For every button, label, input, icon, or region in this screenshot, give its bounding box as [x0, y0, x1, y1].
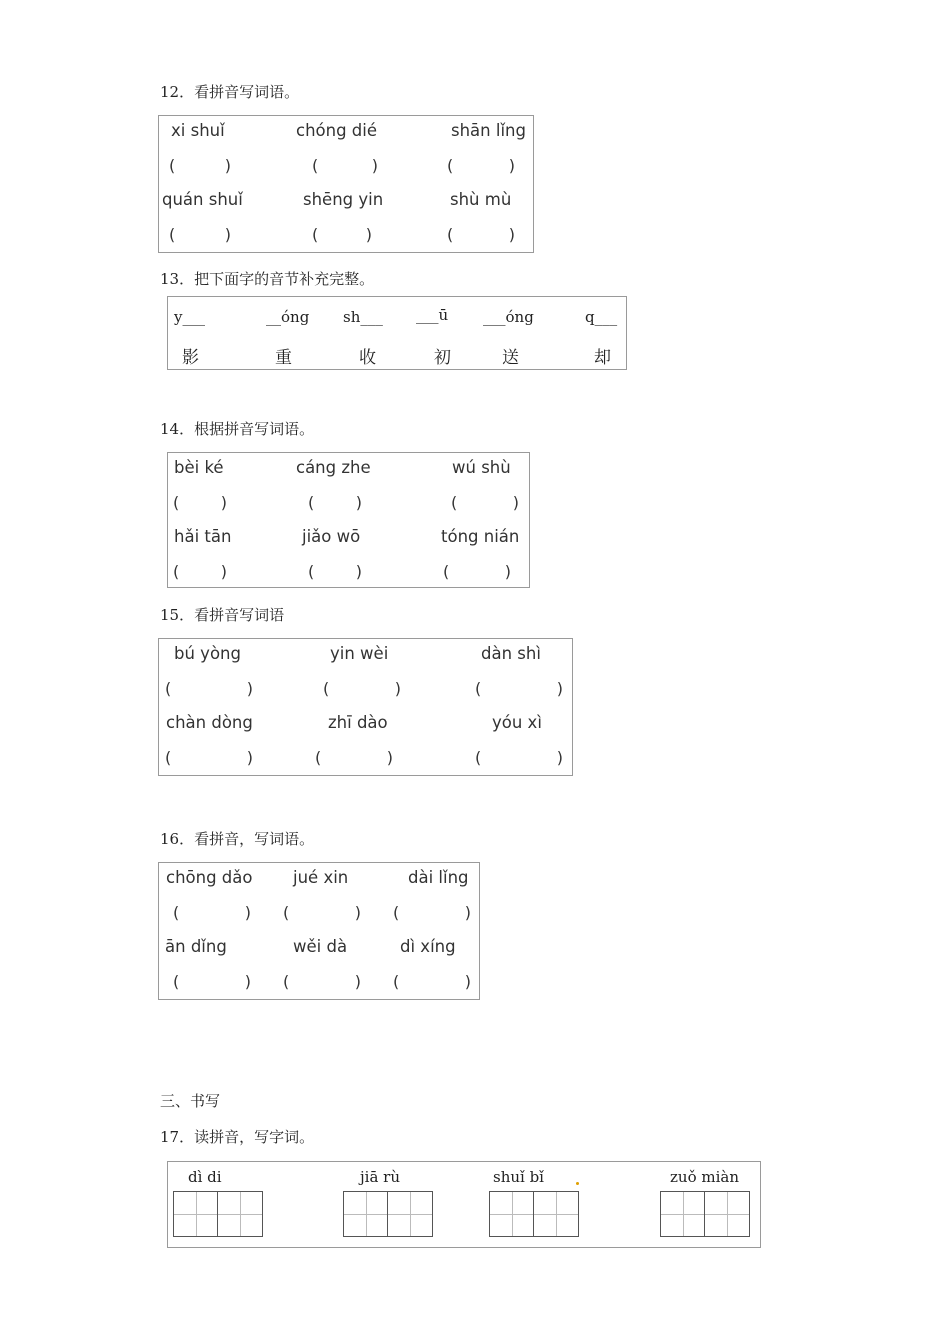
pinyin-item: tóng nián	[441, 527, 520, 546]
grid-cell[interactable]	[388, 1192, 432, 1236]
answer-parens[interactable]	[312, 156, 378, 175]
answer-parens[interactable]	[283, 903, 361, 922]
grid-cell[interactable]	[344, 1192, 388, 1236]
pinyin-item: bèi ké	[174, 458, 224, 477]
q16-title: 16．看拼音，写词语。	[160, 830, 315, 848]
paren-close: )	[246, 748, 253, 767]
answer-parens[interactable]	[173, 562, 227, 581]
answer-parens[interactable]	[393, 972, 471, 991]
answer-parens[interactable]	[169, 156, 231, 175]
answer-parens[interactable]	[312, 225, 372, 244]
paren-open: (	[165, 679, 172, 698]
syllable-blank[interactable]: q___	[585, 308, 618, 326]
paren-close: )	[244, 903, 251, 922]
answer-parens[interactable]	[173, 903, 251, 922]
pinyin-item: dài lǐng	[408, 868, 469, 887]
paren-open: (	[447, 156, 454, 175]
answer-parens[interactable]	[451, 493, 519, 512]
grid-cell[interactable]	[174, 1192, 218, 1236]
pinyin-item: jiǎo wō	[302, 527, 361, 546]
grid-cell[interactable]	[661, 1192, 705, 1236]
pinyin-item: zhī dào	[328, 713, 388, 732]
paren-open: (	[173, 562, 180, 581]
answer-parens[interactable]	[308, 493, 362, 512]
paren-close: )	[508, 225, 515, 244]
pinyin-item: jué xin	[293, 868, 349, 887]
q14-title: 14．根据拼音写词语。	[160, 420, 315, 438]
writing-grid[interactable]	[343, 1191, 433, 1237]
paren-close: )	[386, 748, 393, 767]
answer-parens[interactable]	[169, 225, 231, 244]
paren-close: )	[504, 562, 511, 581]
paren-close: )	[371, 156, 378, 175]
syllable-blank[interactable]: sh___	[343, 308, 383, 326]
pinyin-item: bú yòng	[174, 644, 241, 663]
paren-open: (	[312, 156, 319, 175]
answer-parens[interactable]	[165, 679, 253, 698]
paren-close: )	[224, 225, 231, 244]
pinyin-item: chóng dié	[296, 121, 378, 140]
pinyin-item: dàn shì	[481, 644, 541, 663]
paren-open: (	[443, 562, 450, 581]
paren-open: (	[315, 748, 322, 767]
syllable-blank[interactable]: ___óng	[483, 308, 534, 326]
pinyin-item: jiā rù	[360, 1168, 400, 1186]
grid-cell[interactable]	[534, 1192, 578, 1236]
pinyin-item: dì xíng	[400, 937, 456, 956]
pinyin-item: shān lǐng	[451, 121, 526, 140]
pinyin-item: zuǒ miàn	[670, 1168, 739, 1186]
paren-open: (	[165, 748, 172, 767]
paren-close: )	[354, 903, 361, 922]
paren-close: )	[354, 972, 361, 991]
paren-open: (	[283, 972, 290, 991]
paren-open: (	[475, 679, 482, 698]
answer-parens[interactable]	[173, 493, 227, 512]
grid-cell[interactable]	[490, 1192, 534, 1236]
hanzi-char: 送	[502, 348, 519, 368]
answer-parens[interactable]	[165, 748, 253, 767]
q14-box	[167, 452, 530, 588]
writing-grid[interactable]	[660, 1191, 750, 1237]
paren-open: (	[308, 562, 315, 581]
paren-close: )	[355, 493, 362, 512]
paren-close: )	[394, 679, 401, 698]
paren-open: (	[169, 156, 176, 175]
paren-open: (	[173, 972, 180, 991]
answer-parens[interactable]	[315, 748, 393, 767]
pinyin-item: wú shù	[452, 458, 511, 477]
paren-close: )	[365, 225, 372, 244]
pinyin-item: yóu xì	[492, 713, 542, 732]
hanzi-char: 初	[434, 348, 451, 368]
syllable-blank[interactable]: y___	[174, 308, 205, 326]
writing-grid[interactable]	[173, 1191, 263, 1237]
q17-box	[167, 1161, 761, 1248]
paren-close: )	[246, 679, 253, 698]
decorative-dot	[576, 1182, 579, 1185]
paren-close: )	[220, 493, 227, 512]
grid-cell[interactable]	[218, 1192, 262, 1236]
answer-parens[interactable]	[447, 225, 515, 244]
answer-parens[interactable]	[308, 562, 362, 581]
pinyin-item: quán shuǐ	[162, 190, 243, 209]
paren-close: )	[556, 748, 563, 767]
paren-close: )	[556, 679, 563, 698]
answer-parens[interactable]	[447, 156, 515, 175]
hanzi-char: 影	[182, 348, 199, 368]
hanzi-char: 却	[594, 348, 611, 368]
q16-box	[158, 862, 480, 1000]
paren-open: (	[308, 493, 315, 512]
pinyin-item: shù mù	[450, 190, 512, 209]
q13-title: 13．把下面字的音节补充完整。	[160, 270, 375, 288]
paren-open: (	[475, 748, 482, 767]
q13-box	[167, 296, 627, 370]
answer-parens[interactable]	[393, 903, 471, 922]
paren-open: (	[169, 225, 176, 244]
paren-close: )	[464, 903, 471, 922]
pinyin-item: shēng yin	[303, 190, 384, 209]
writing-grid[interactable]	[489, 1191, 579, 1237]
q12-title: 12．看拼音写词语。	[160, 83, 300, 101]
paren-open: (	[451, 493, 458, 512]
pinyin-item: shuǐ bǐ	[493, 1168, 544, 1186]
answer-parens[interactable]	[475, 679, 563, 698]
pinyin-item: ān dǐng	[165, 937, 227, 956]
paren-open: (	[447, 225, 454, 244]
paren-open: (	[173, 903, 180, 922]
paren-close: )	[464, 972, 471, 991]
q17-title: 17．读拼音，写字词。	[160, 1128, 315, 1146]
pinyin-item: wěi dà	[293, 937, 348, 956]
pinyin-item: dì di	[188, 1168, 222, 1186]
pinyin-item: hǎi tān	[174, 527, 232, 546]
paren-open: (	[323, 679, 330, 698]
paren-open: (	[173, 493, 180, 512]
paren-close: )	[220, 562, 227, 581]
paren-close: )	[508, 156, 515, 175]
paren-open: (	[393, 972, 400, 991]
paren-close: )	[512, 493, 519, 512]
q15-title: 15．看拼音写词语	[160, 606, 285, 624]
answer-parens[interactable]	[283, 972, 361, 991]
pinyin-item: yin wèi	[330, 644, 389, 663]
paren-close: )	[355, 562, 362, 581]
answer-parens[interactable]	[323, 679, 401, 698]
pinyin-item: cáng zhe	[296, 458, 371, 477]
section-heading: 三、书写	[160, 1092, 221, 1110]
hanzi-char: 重	[275, 348, 292, 368]
pinyin-item: chàn dòng	[166, 713, 253, 732]
paren-open: (	[393, 903, 400, 922]
paren-open: (	[283, 903, 290, 922]
pinyin-item: chōng dǎo	[166, 868, 253, 887]
answer-parens[interactable]	[173, 972, 251, 991]
syllable-blank[interactable]: ___ū	[416, 306, 449, 324]
answer-parens[interactable]	[475, 748, 563, 767]
paren-close: )	[224, 156, 231, 175]
q12-box	[158, 115, 534, 253]
paren-open: (	[312, 225, 319, 244]
grid-cell[interactable]	[705, 1192, 749, 1236]
answer-parens[interactable]	[443, 562, 511, 581]
hanzi-char: 收	[359, 348, 376, 368]
q15-box	[158, 638, 573, 776]
syllable-blank[interactable]: __óng	[266, 308, 310, 326]
paren-close: )	[244, 972, 251, 991]
pinyin-item: xi shuǐ	[171, 121, 225, 140]
